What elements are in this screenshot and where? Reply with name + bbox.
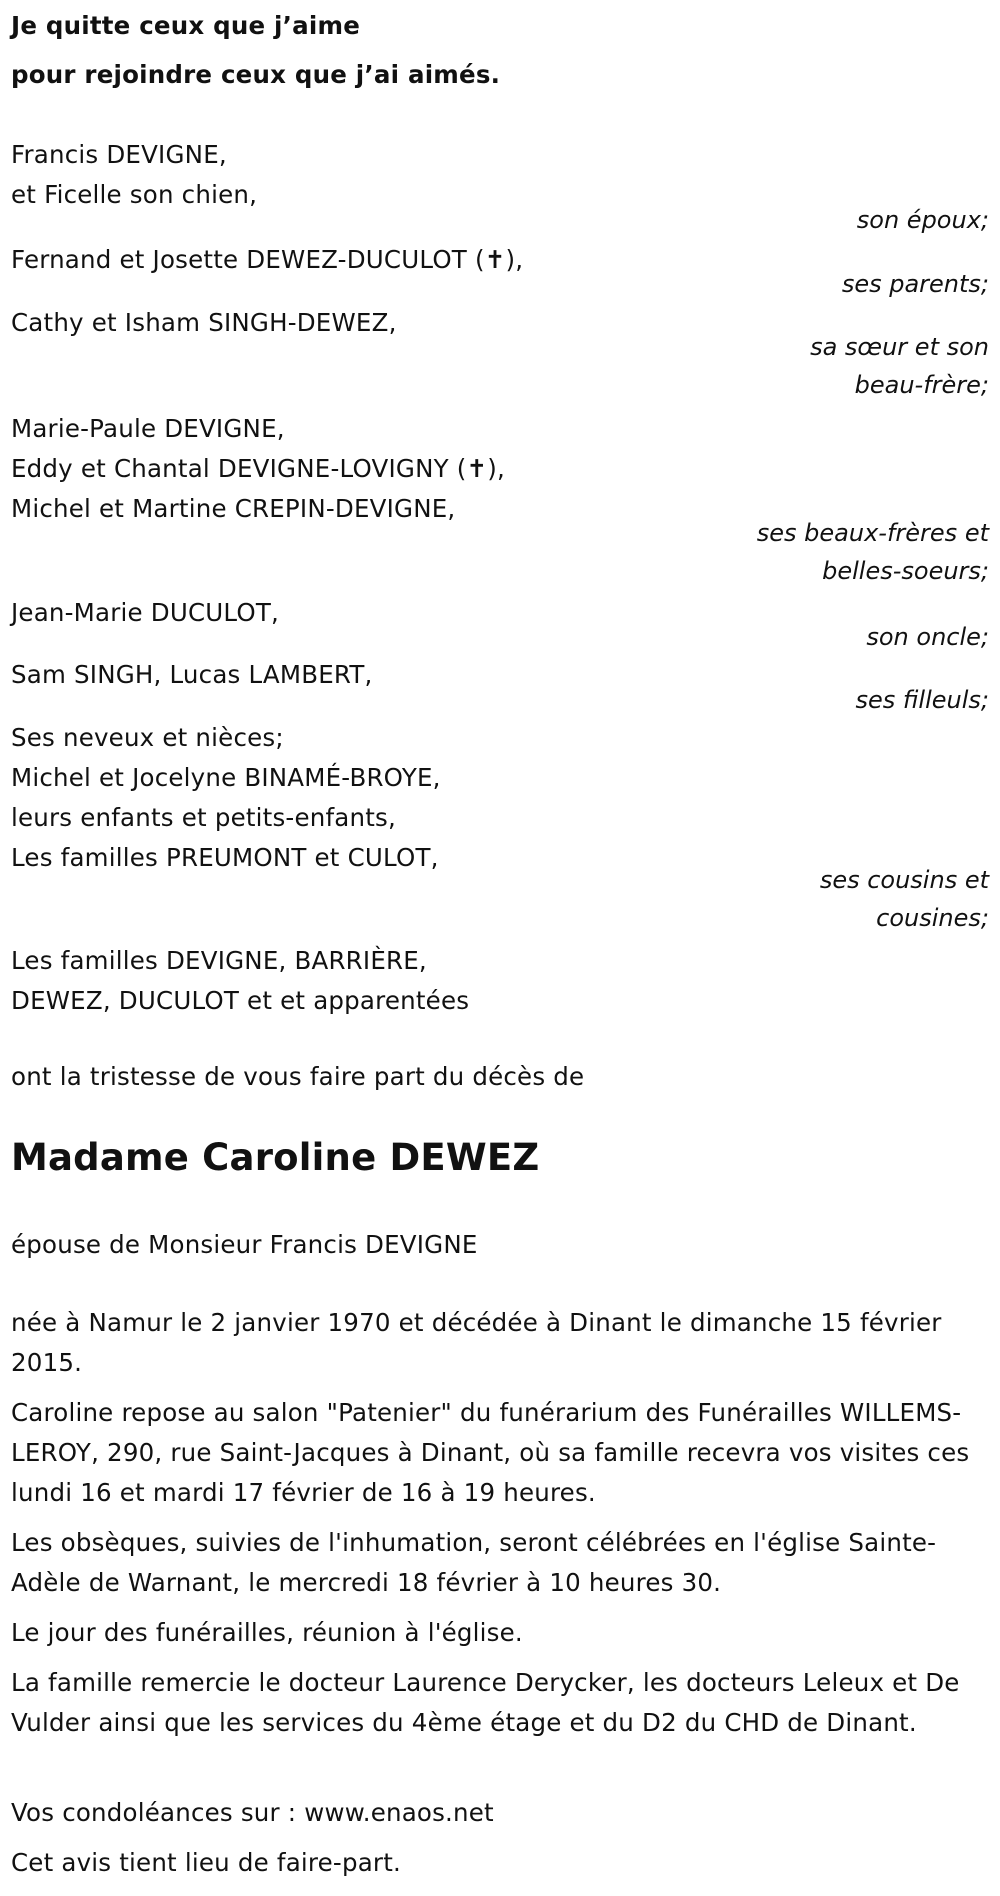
uncle-role: son oncle; xyxy=(866,623,989,651)
godsons-names: Sam SINGH, Lucas LAMBERT, xyxy=(11,660,373,689)
families-line-2: DEWEZ, DUCULOT et et apparentées xyxy=(11,986,470,1015)
deceased-name: Madame Caroline DEWEZ xyxy=(11,1136,540,1179)
birth-death-paragraph: née à Namur le 2 janvier 1970 et décédée à Dinant le dimanche 15 février 2015. xyxy=(11,1308,942,1377)
cousins-line-1: Ses neveux et nièces; xyxy=(11,723,284,752)
godsons-role: ses filleuls; xyxy=(855,686,989,714)
spouse-of: épouse de Monsieur Francis DEVIGNE xyxy=(11,1230,478,1259)
inlaws-role-line-1: ses beaux-frères et xyxy=(756,519,989,547)
quote-line-2: pour rejoindre ceux que j’ai aimés. xyxy=(11,60,501,89)
sister-role-line-2: beau-frère; xyxy=(854,371,989,399)
sister-role-line-1: sa sœur et son xyxy=(810,333,989,361)
inlaws-line-1: Marie-Paule DEVIGNE, xyxy=(11,414,285,443)
spouse-name: Francis DEVIGNE, xyxy=(11,140,227,169)
cousins-line-4: Les familles PREUMONT et CULOT, xyxy=(11,843,439,872)
thanks-paragraph: La famille remercie le docteur Laurence Derycker, les docteurs Leleux et De Vulder ainsi que les services du 4ème étage et du D2 du CHD de Dinant. xyxy=(11,1668,960,1737)
notice-line: Cet avis tient lieu de faire-part. xyxy=(11,1848,401,1877)
inlaws-line-2: Eddy et Chantal DEVIGNE-LOVIGNY (✝), xyxy=(11,454,506,483)
meeting-paragraph: Le jour des funérailles, réunion à l'église. xyxy=(11,1618,523,1647)
inlaws-line-3: Michel et Martine CREPIN-DEVIGNE, xyxy=(11,494,456,523)
rest-paragraph: Caroline repose au salon "Patenier" du funérarium des Funérailles WILLEMS-LEROY, 290, rue Saint-Jacques à Dinant, où sa famille recevra vos visites ces lundi 16 et mardi 17 février de 16 à 19 heures. xyxy=(11,1398,970,1507)
spouse-role: son époux; xyxy=(856,206,989,234)
announcement-intro: ont la tristesse de vous faire part du décès de xyxy=(11,1062,585,1091)
parents-role: ses parents; xyxy=(841,270,989,298)
families-line-1: Les familles DEVIGNE, BARRIÈRE, xyxy=(11,946,427,975)
spouse-pet: et Ficelle son chien, xyxy=(11,180,258,209)
cousins-role-line-2: cousines; xyxy=(876,904,989,932)
condolences-line: Vos condoléances sur : www.enaos.net xyxy=(11,1798,494,1827)
cousins-line-2: Michel et Jocelyne BINAMÉ-BROYE, xyxy=(11,763,441,792)
quote-line-1: Je quitte ceux que j’aime xyxy=(11,11,361,40)
funeral-paragraph: Les obsèques, suivies de l'inhumation, seront célébrées en l'église Sainte-Adèle de Warnant, le mercredi 18 février à 10 heures 30. xyxy=(11,1528,937,1597)
sister-names: Cathy et Isham SINGH-DEWEZ, xyxy=(11,308,397,337)
parents-names: Fernand et Josette DEWEZ-DUCULOT (✝), xyxy=(11,245,524,274)
cousins-line-3: leurs enfants et petits-enfants, xyxy=(11,803,397,832)
uncle-name: Jean-Marie DUCULOT, xyxy=(11,598,280,627)
inlaws-role-line-2: belles-soeurs; xyxy=(822,557,989,585)
cousins-role-line-1: ses cousins et xyxy=(819,866,989,894)
